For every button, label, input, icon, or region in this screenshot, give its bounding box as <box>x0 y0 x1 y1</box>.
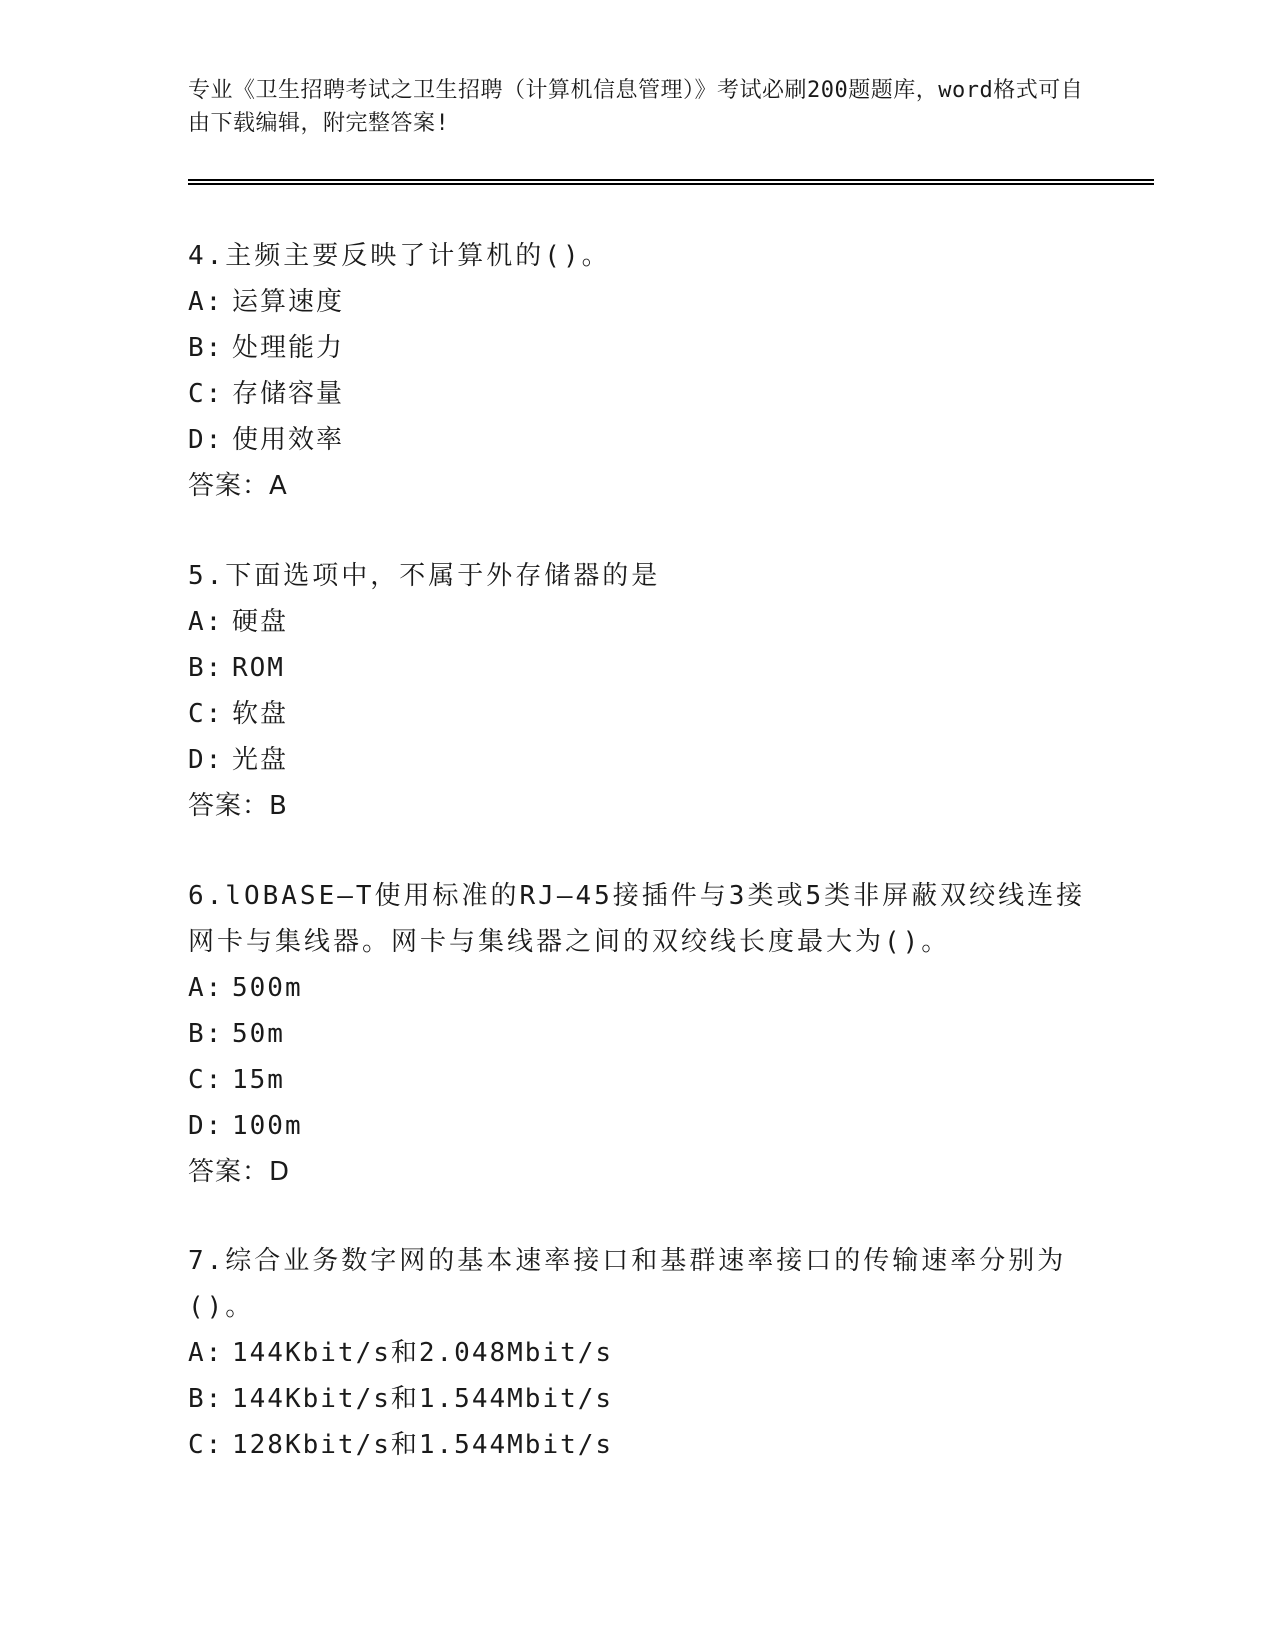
question-5 <box>188 553 1088 829</box>
document-header: 专业《卫生招聘考试之卫生招聘（计算机信息管理）》考试必刷200题题库，word格式可自由下载编辑，附完整答案! <box>188 78 1084 136</box>
option-text: 存储容量 <box>232 379 345 409</box>
option-key: C: <box>188 1430 224 1460</box>
option-c <box>188 371 1088 417</box>
option-key: A: <box>188 1338 224 1368</box>
option-text: 144Kbit/s和2.048Mbit/s <box>232 1338 614 1368</box>
option-key: C: <box>188 1065 224 1095</box>
option-b <box>188 645 1088 691</box>
option-c <box>188 691 1088 737</box>
option-text: 144Kbit/s和1.544Mbit/s <box>232 1384 614 1414</box>
question-stem: 7.综合业务数字网的基本速率接口和基群速率接口的传输速率分别为()。 <box>188 1246 1067 1322</box>
question-stem: 5.下面选项中，不属于外存储器的是 <box>188 561 661 591</box>
option-text: 100m <box>232 1111 303 1141</box>
option-a <box>188 1330 1088 1376</box>
option-key: B: <box>188 333 224 363</box>
option-key: D: <box>188 745 224 775</box>
question-stem: 4.主频主要反映了计算机的()。 <box>188 241 611 271</box>
option-text: 使用效率 <box>232 425 345 455</box>
option-b <box>188 1376 1088 1422</box>
option-a <box>188 599 1088 645</box>
option-text: ROM <box>232 653 285 683</box>
option-text: 软盘 <box>232 699 289 729</box>
option-key: A: <box>188 607 224 637</box>
answer-line: 答案：A <box>188 471 288 501</box>
option-b <box>188 325 1088 371</box>
option-key: C: <box>188 699 224 729</box>
answer-line: 答案：D <box>188 1157 291 1187</box>
option-a <box>188 279 1088 325</box>
question-4 <box>188 233 1088 509</box>
option-key: B: <box>188 653 224 683</box>
option-key: B: <box>188 1384 224 1414</box>
option-text: 运算速度 <box>232 287 345 317</box>
option-c <box>188 1422 1088 1468</box>
option-text: 15m <box>232 1065 285 1095</box>
question-7 <box>188 1238 1088 1468</box>
option-key: A: <box>188 287 224 317</box>
option-key: D: <box>188 1111 224 1141</box>
answer-line: 答案：B <box>188 791 288 821</box>
option-text: 128Kbit/s和1.544Mbit/s <box>232 1430 614 1460</box>
option-key: B: <box>188 1019 224 1049</box>
header-divider-top <box>188 179 1154 181</box>
question-6 <box>188 873 1088 1195</box>
option-d <box>188 1103 1088 1149</box>
question-stem: 6.lOBASE—T使用标准的RJ—45接插件与3类或5类非屏蔽双绞线连接网卡与集线器。网卡与集线器之间的双绞线长度最大为()。 <box>188 881 1086 957</box>
option-text: 50m <box>232 1019 285 1049</box>
option-a <box>188 965 1088 1011</box>
option-key: C: <box>188 379 224 409</box>
option-text: 处理能力 <box>232 333 345 363</box>
option-b <box>188 1011 1088 1057</box>
option-text: 光盘 <box>232 745 289 775</box>
header-divider-bottom <box>188 183 1154 185</box>
option-d <box>188 417 1088 463</box>
option-text: 硬盘 <box>232 607 289 637</box>
option-text: 500m <box>232 973 303 1003</box>
option-d <box>188 737 1088 783</box>
option-key: D: <box>188 425 224 455</box>
option-c <box>188 1057 1088 1103</box>
option-key: A: <box>188 973 224 1003</box>
